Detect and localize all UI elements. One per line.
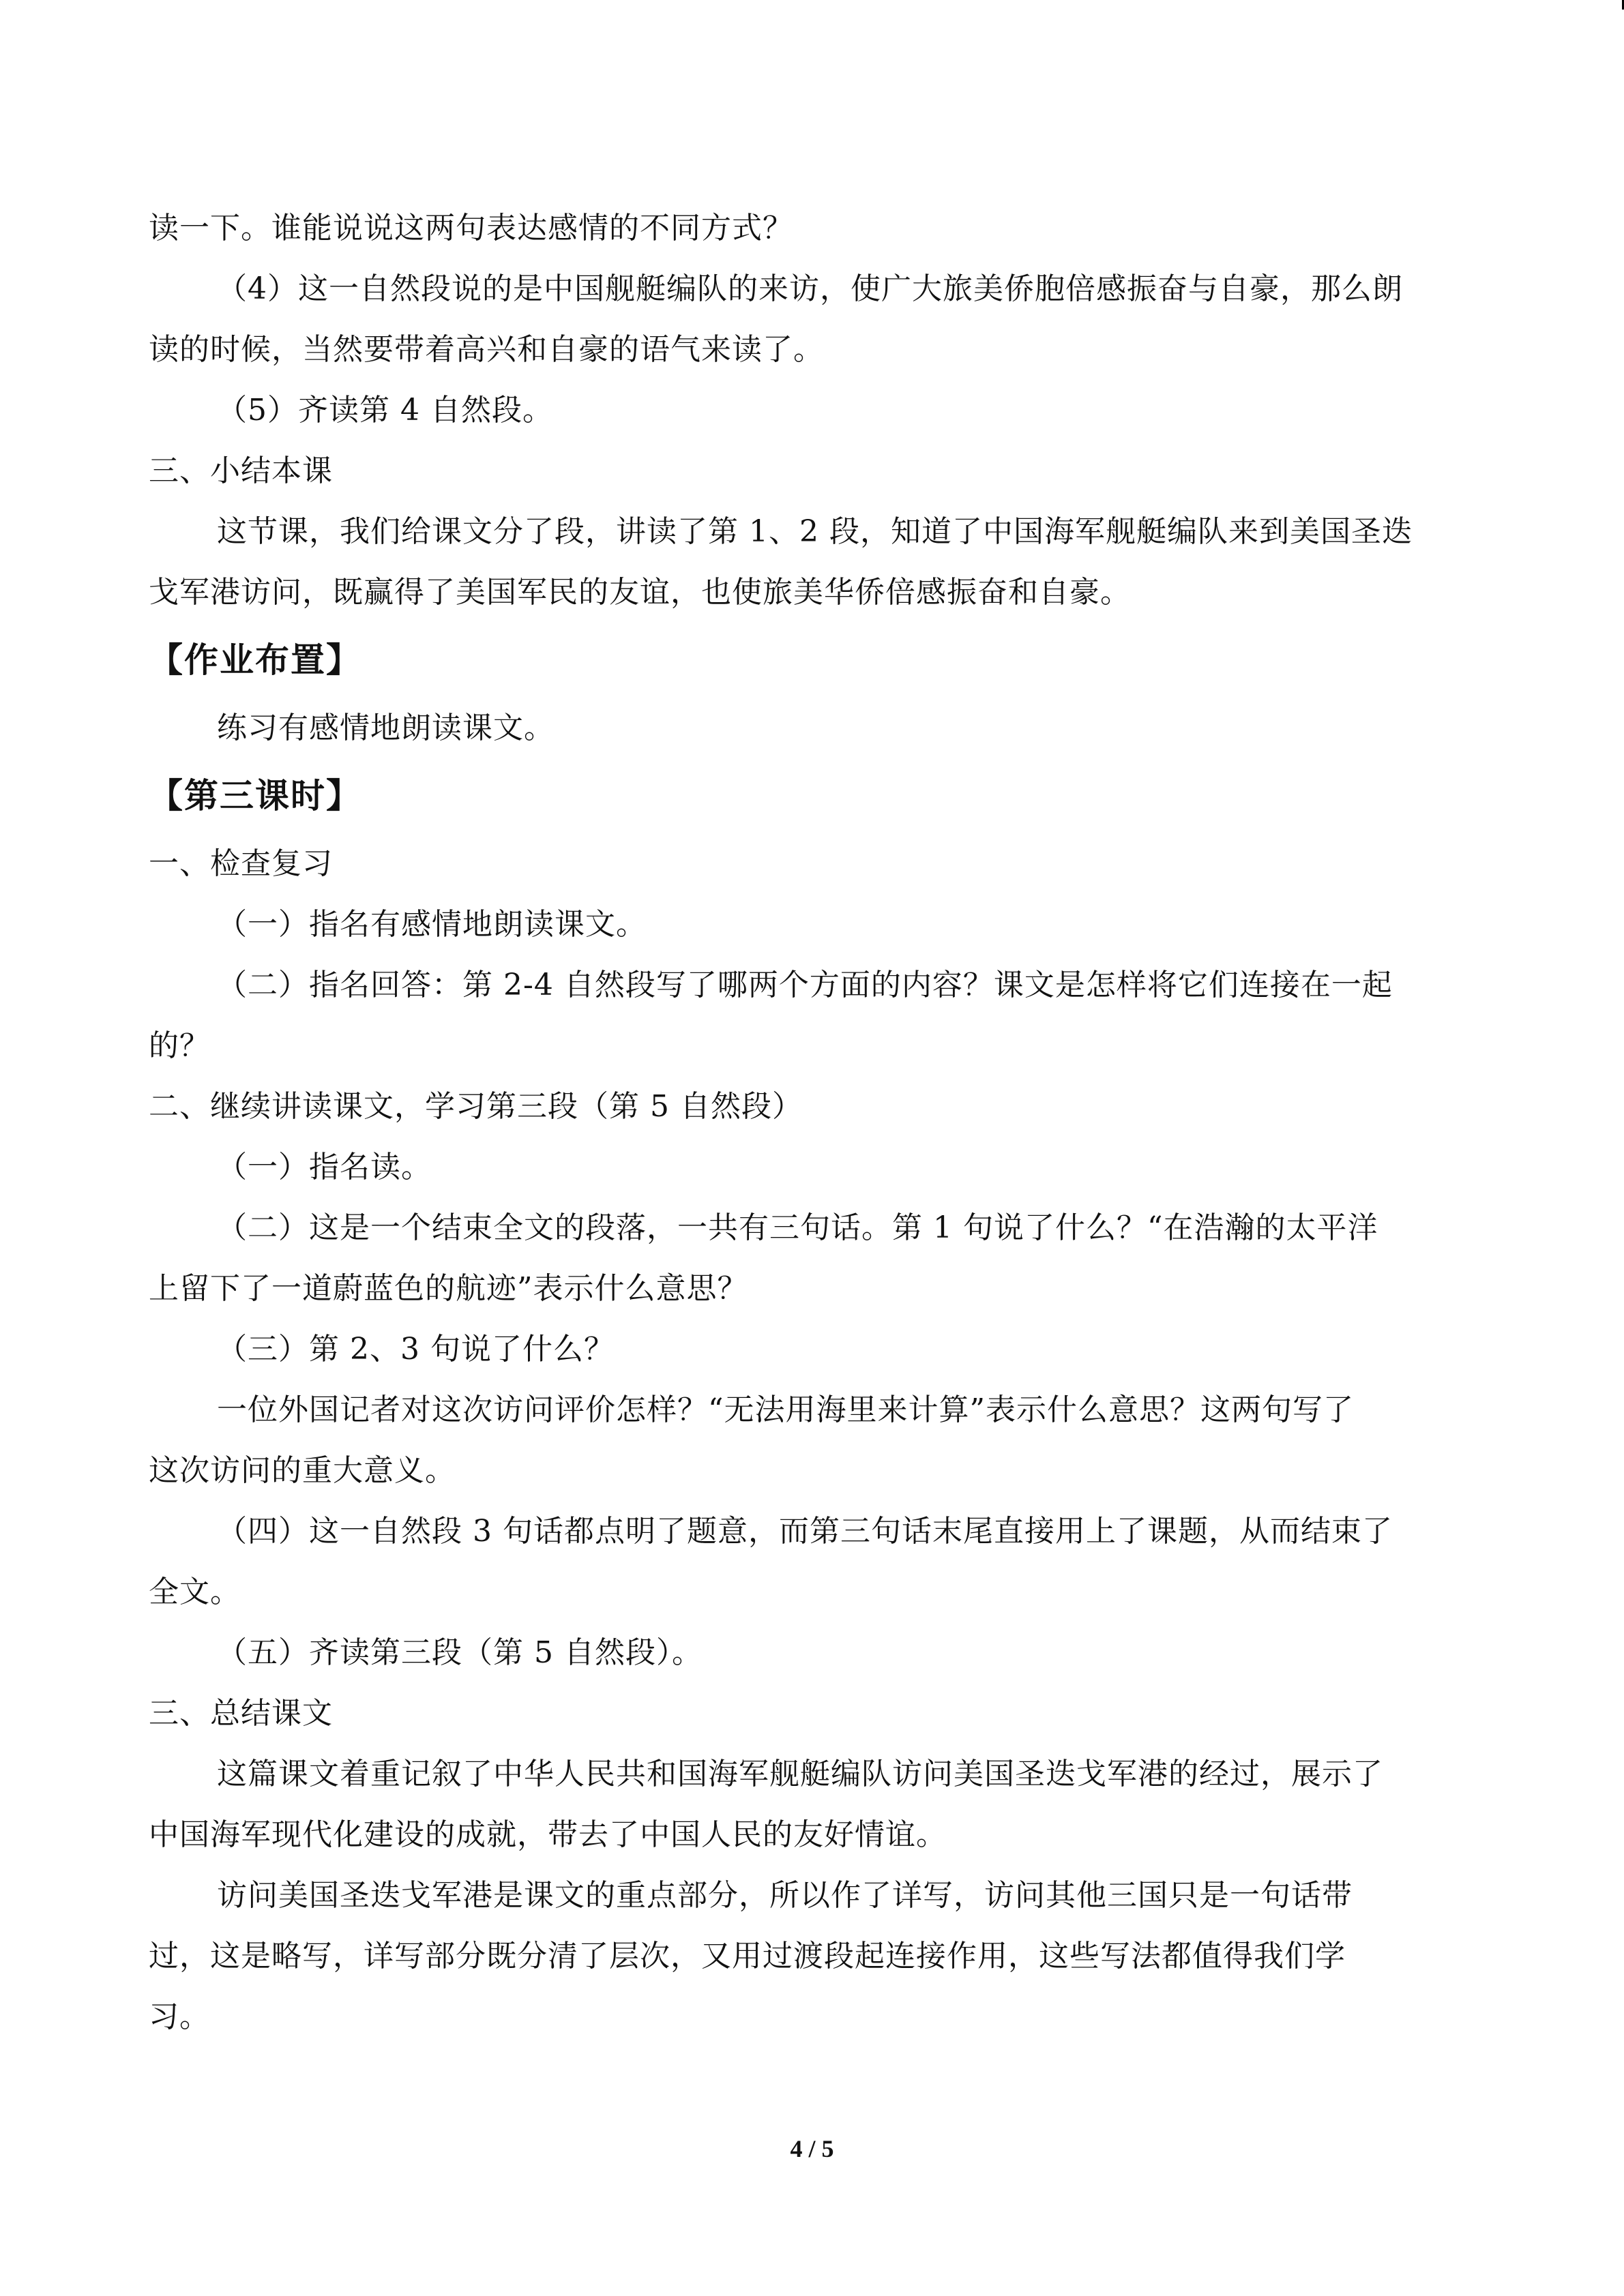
text-line: 戈军港访问，既赢得了美国军民的友谊，也使旅美华侨倍感振奋和自豪。 — [149, 575, 1131, 610]
text-line: （五）齐读第三段（第 5 自然段）。 — [217, 1635, 703, 1670]
section-title: 二、继续讲读课文，学习第三段（第 5 自然段） — [149, 1089, 803, 1124]
section-title: 三、小结本课 — [149, 453, 333, 488]
text-line: 这篇课文着重记叙了中华人民共和国海军舰艇编队访问美国圣迭戈军港的经过，展示了 — [217, 1757, 1383, 1791]
text-line: 读一下。谁能说说这两句表达感情的不同方式？ — [149, 211, 793, 245]
text-line: 全文。 — [149, 1575, 241, 1609]
text-line: （四）这一自然段 3 句话都点明了题意，而第三句话末尾直接用上了课题，从而结束了 — [217, 1514, 1393, 1549]
text-line: 练习有感情地朗读课文。 — [217, 711, 555, 745]
text-line: （二）指名回答：第 2-4 自然段写了哪两个方面的内容？课文是怎样将它们连接在一起 — [217, 968, 1393, 1002]
section-title: 三、总结课文 — [149, 1696, 333, 1731]
text-line: （一）指名有感情地朗读课文。 — [217, 907, 647, 942]
page-content — [149, 198, 1475, 2047]
text-line: 一位外国记者对这次访问评价怎样？“无法用海里来计算”表示什么意思？这两句写了 — [217, 1392, 1354, 1427]
third-lesson-heading: 【第三课时】 — [149, 776, 361, 816]
text-line: （4）这一自然段说的是中国舰艇编队的来访，使广大旅美侨胞倍感振奋与自豪，那么朗 — [217, 271, 1403, 306]
text-line: 访问美国圣迭戈军港是课文的重点部分，所以作了详写，访问其他三国只是一句话带 — [217, 1878, 1353, 1913]
page-number: 4 / 5 — [790, 2135, 834, 2162]
text-line: 过，这是略写，详写部分既分清了层次，又用过渡段起连接作用，这些写法都值得我们学 — [149, 1939, 1346, 1973]
text-line: 上留下了一道蔚蓝色的航迹”表示什么意思？ — [149, 1271, 748, 1306]
text-line: （5）齐读第 4 自然段。 — [217, 393, 553, 428]
text-line: 这次访问的重大意义。 — [149, 1453, 456, 1488]
text-line: 这节课，我们给课文分了段，讲读了第 1、2 段，知道了中国海军舰艇编队来到美国圣迭 — [217, 514, 1413, 549]
text-line: 读的时候，当然要带着高兴和自豪的语气来读了。 — [149, 332, 824, 367]
text-line: （三）第 2、3 句说了什么？ — [217, 1332, 615, 1367]
text-line: （一）指名读。 — [217, 1150, 432, 1184]
homework-heading: 【作业布置】 — [149, 640, 361, 680]
section-title: 一、检查复习 — [149, 846, 333, 881]
text-line: 习。 — [149, 1999, 210, 2034]
text-line: 的？ — [149, 1028, 210, 1063]
text-line: （二）这是一个结束全文的段落，一共有三句话。第 1 句说了什么？“在浩瀚的太平洋 — [217, 1210, 1378, 1245]
text-line: 中国海军现代化建设的成就，带去了中国人民的友好情谊。 — [149, 1817, 947, 1852]
